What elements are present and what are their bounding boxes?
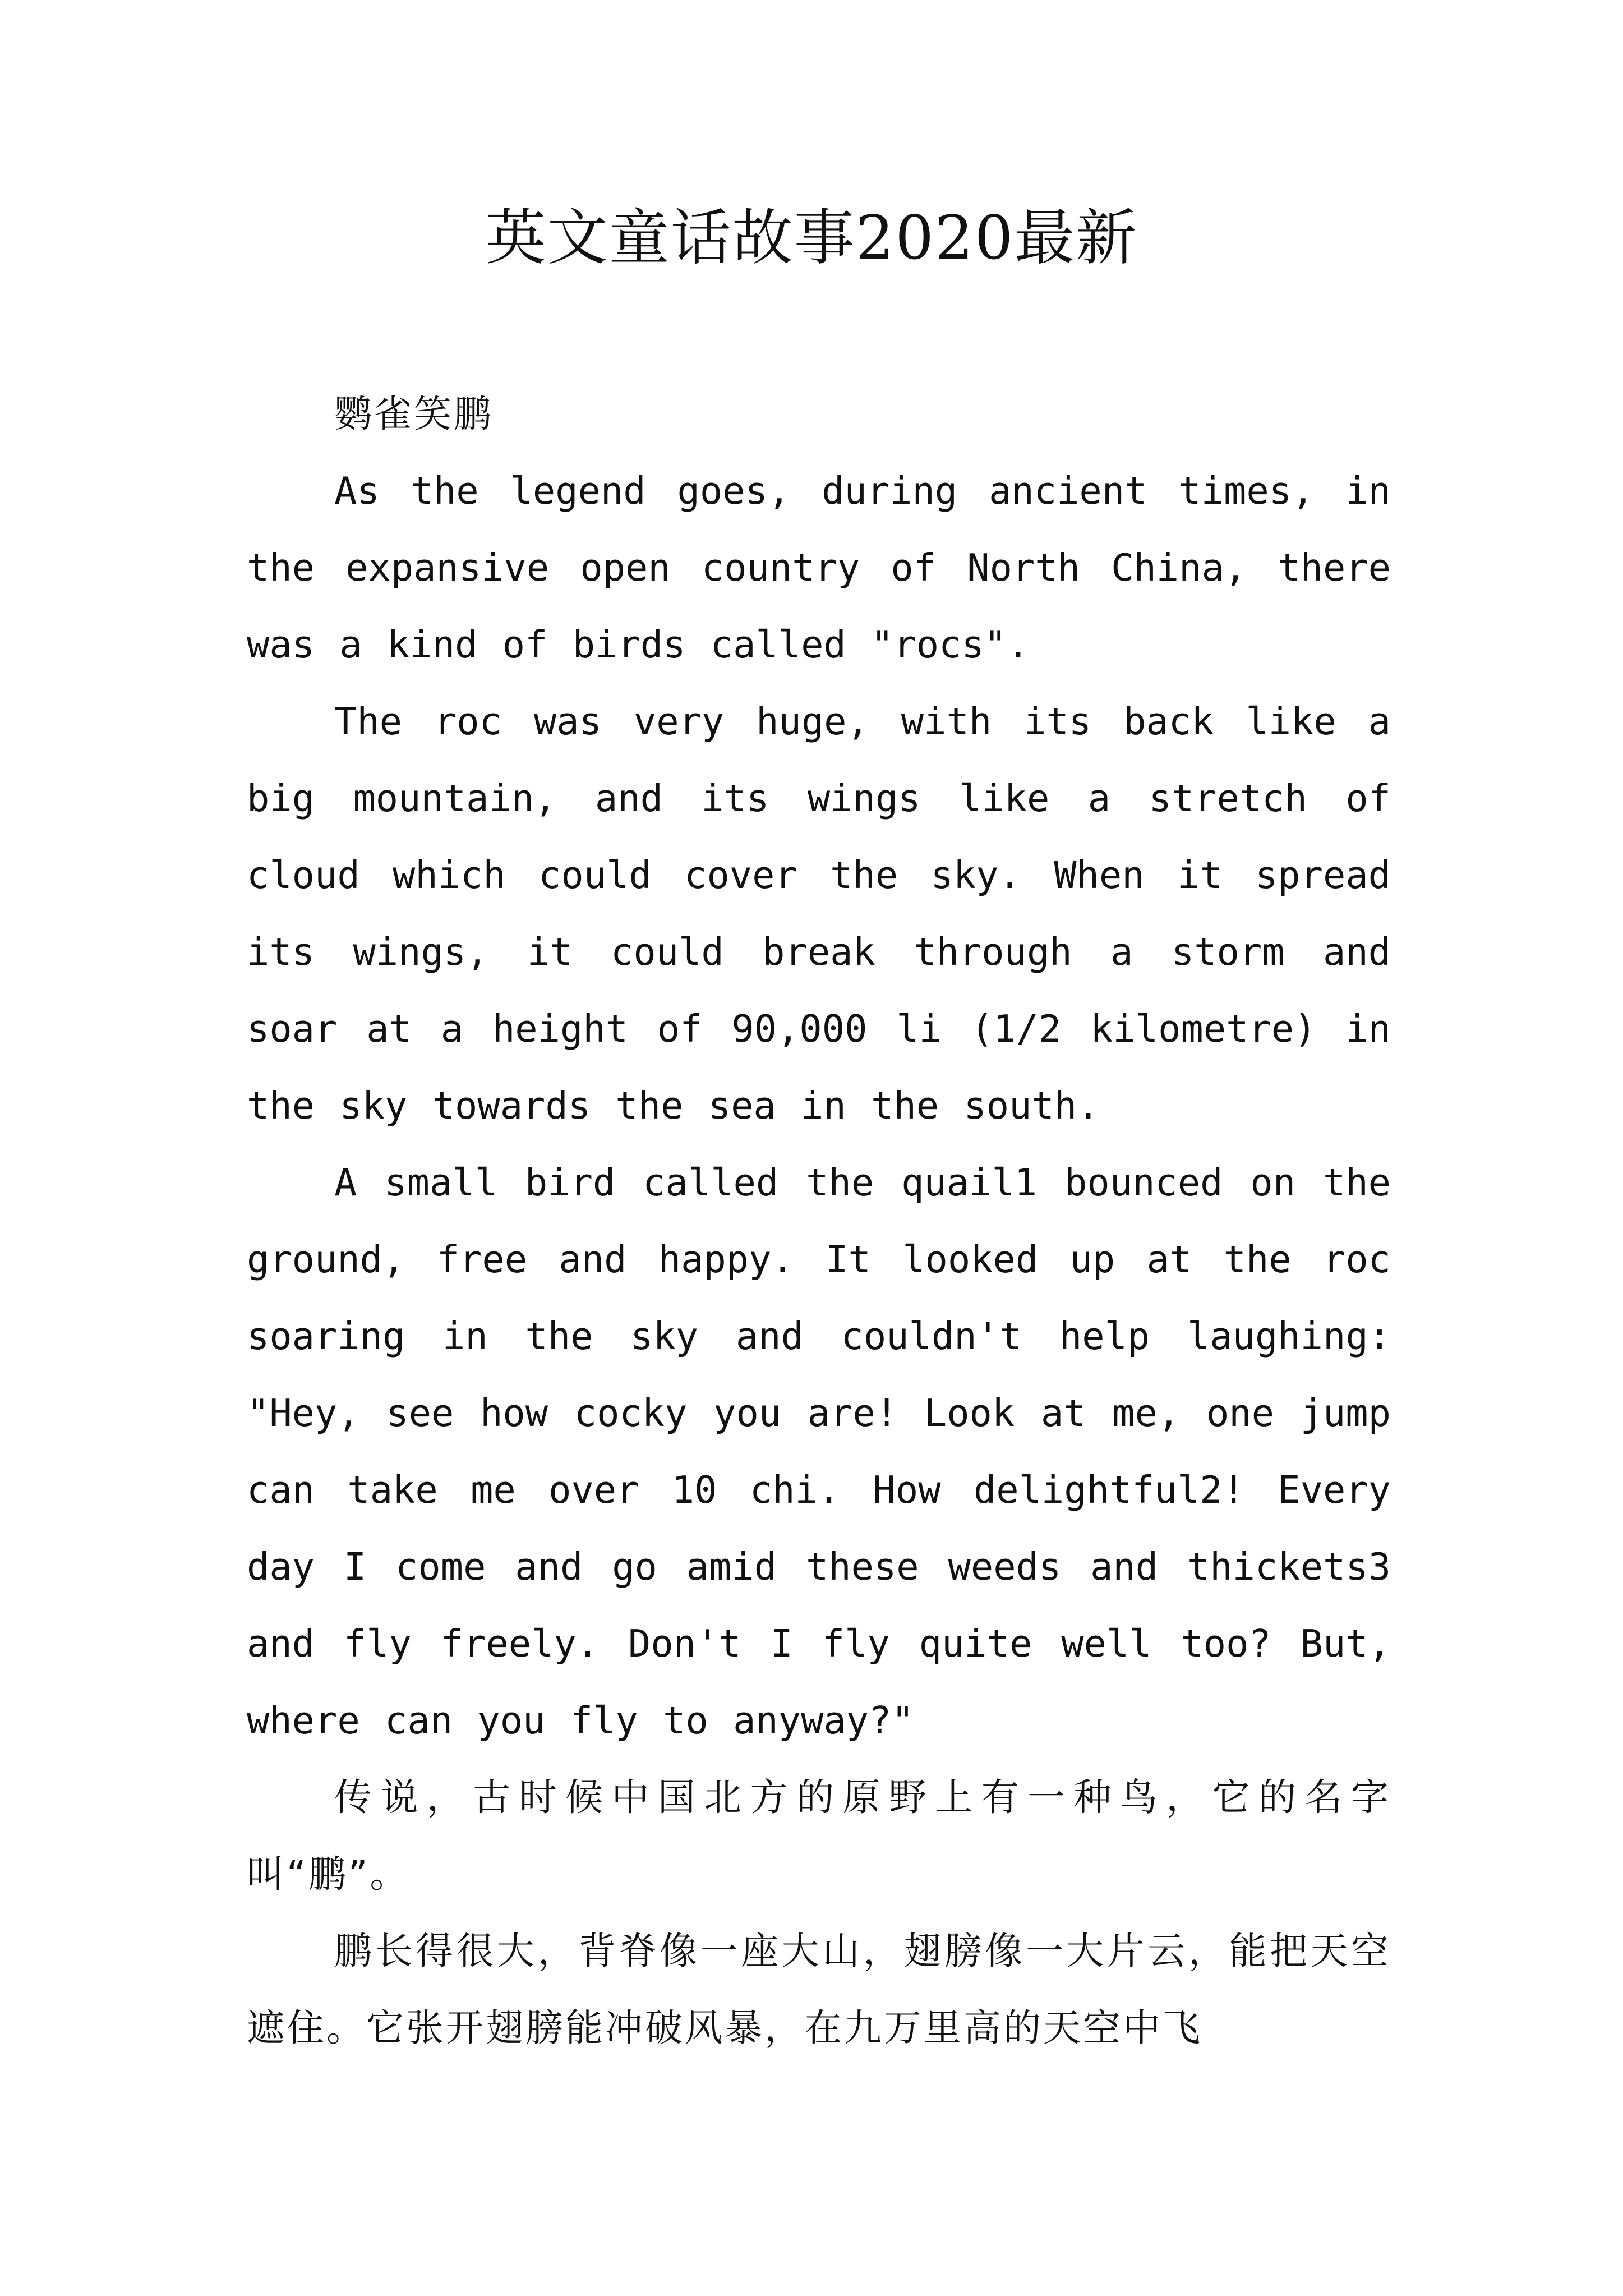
paragraph-en-2: The roc was very huge, with its back like a big mountain, and its wings like a stretch of cloud which could cover the sky. When it spread its wings, it could break through a storm and soar at a height of 90,000 li (1/2 kilometre) in the sky towards the sea in the south.: [247, 700, 1391, 1128]
paragraph-cn-2: 鹏长得很大，背脊像一座大山，翅膀像一大片云，能把天空遮住。它张开翅膀能冲破风暴，在九万里高的天空中飞: [247, 1929, 1391, 2050]
document-body: [247, 376, 1391, 2067]
paragraph-cn-1: 传说，古时候中国北方的原野上有一种鸟，它的名字叫“鹏”。: [247, 1775, 1391, 1896]
story-heading: 鹦雀笑鹏: [334, 392, 494, 436]
paragraph-en-3: A small bird called the quail1 bounced on the ground, free and happy. It looked up at the roc soaring in the sky and couldn't help laughing: "Hey, see how cocky you are! Look at me, one jump can take me over 10 chi. How delightful2! Every day I come and go amid these weeds and thickets3 and fly freely. Don't I fly quite well too? But, where can you fly to anyway?": [247, 1161, 1391, 1742]
document-title: 英文童话故事2020最新: [485, 203, 1138, 273]
paragraph-en-1: As the legend goes, during ancient times, in the expansive open country of North China, there was a kind of birds called "rocs".: [247, 469, 1391, 666]
